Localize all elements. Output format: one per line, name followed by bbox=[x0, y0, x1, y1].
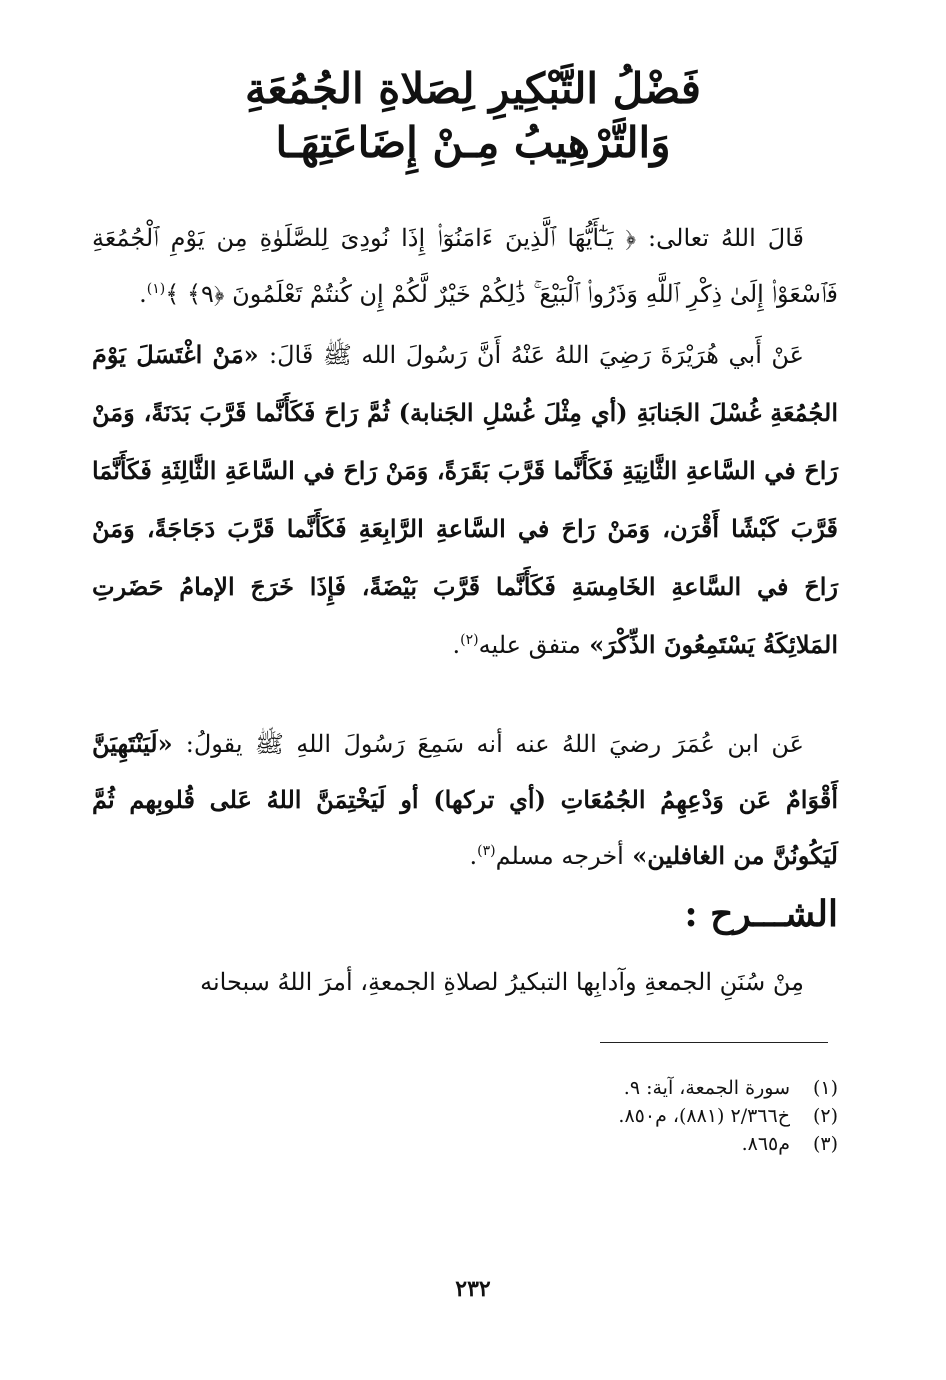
footnote-ref-1: (١) bbox=[146, 281, 166, 297]
hadith-1-text: «مَنْ اغْتَسَلَ يَوْمَ الجُمُعَةِ غُسْلَ الجَنابَةِ (أي مِثْلَ غُسْلِ الجَنابة) ثُمَّ رَاحَ فَكَأَنَّما قَرَّبَ بَدَنَةً، وَمَنْ رَاحَ في السَّاعةِ الثَّانِيَةِ فَكَأَنَّما قَرَّبَ بَقَرَةً، وَمَنْ رَاحَ في السَّاعَةِ الثَّالِثَةِ فَكَأَنَّمَا قَرَّبَ كَبْشًا أَقْرَن، وَمَنْ رَاحَ في السَّاعةِ الرَّابِعَةِ فَكَأَنَّما قَرَّبَ دَجَاجَةً، وَمَنْ رَاحَ في السَّاعةِ الخَامِسَةِ فَكَأَنَّما قَرَّبَ بَيْضَةً، فَإِذَا خَرَجَ الإمامُ حَضَرتِ المَلائِكَةُ يَسْتَمِعُونَ الذِّكْرَ» bbox=[92, 340, 838, 659]
footnote-divider bbox=[600, 1042, 828, 1043]
hadith-2-intro: عَن ابن عُمَرَ رضيَ اللهُ عنه أنه سَمِعَ رَسُولَ اللهِ ﷺ يقولُ: bbox=[185, 730, 804, 758]
hadith-ibn-umar-paragraph bbox=[92, 716, 838, 884]
footnote-item bbox=[318, 1074, 838, 1102]
footnote-number: (١) bbox=[812, 1077, 838, 1099]
hadith-1-source: متفق عليه bbox=[478, 631, 581, 659]
quran-verse-text: قَالَ اللهُ تعالى: ﴿ يَـٰٓأَيُّهَا ٱلَّذِينَ ءَامَنُوٓا۟ إِذَا نُودِىَ لِلصَّلَوٰةِ مِن يَوْمِ ٱلْجُمُعَةِ فَٱسْعَوْا۟ إِلَىٰ ذِكْرِ ٱللَّهِ وَذَرُوا۟ ٱلْبَيْعَ ۚ ذَٰلِكُمْ خَيْرٌ لَّكُمْ إِن كُنتُمْ تَعْلَمُونَ ﴿٩﴾ ﴾ bbox=[92, 224, 838, 308]
footnotes bbox=[318, 1074, 838, 1158]
footnote-number: (٣) bbox=[812, 1133, 838, 1155]
footnote-ref-2: (٢) bbox=[460, 632, 479, 648]
page-number: ٢٣٢ bbox=[455, 1276, 491, 1302]
footnote-ref-3: (٣) bbox=[477, 843, 496, 859]
hadith-2-end-mark: . bbox=[469, 842, 478, 870]
hadith-2-text: «لَيَنْتَهِيَنَّ أَقْوَامٌ عَن وَدْعِهِمُ الجُمُعَاتِ (أي تركها) أو لَيَخْتِمَنَّ اللهُ عَلى قُلوبِهم ثُمَّ لَيَكُونُنَّ من الغافلين» bbox=[92, 729, 838, 870]
footnote-text: خ٢/٣٦٦ (٨٨١)، م٨٥٠. bbox=[618, 1105, 790, 1127]
sharh-text bbox=[92, 954, 838, 1010]
hadith-2-source: أخرجه مسلم bbox=[495, 842, 624, 870]
footnote-text: سورة الجمعة، آية: ٩. bbox=[623, 1077, 790, 1099]
footnote-number: (٢) bbox=[812, 1105, 838, 1127]
hadith-abu-hurayra-paragraph bbox=[92, 326, 838, 674]
chapter-title-line-1: فَضْلُ التَّبْكِيرِ لِصَلاةِ الجُمُعَةِ bbox=[245, 64, 701, 113]
footnote-text: م٨٦٥. bbox=[741, 1133, 790, 1155]
quran-verse-paragraph bbox=[92, 210, 838, 322]
sharh-heading: الشـــرح : bbox=[684, 893, 838, 935]
footnote-item bbox=[318, 1130, 838, 1158]
sharh-text-line: مِنْ سُنَنِ الجمعةِ وآدابِها التبكيرُ لصلاةِ الجمعةِ، أمرَ اللهُ سبحانه bbox=[200, 968, 804, 996]
hadith-1-intro: عَنْ أَبي هُرَيْرَةَ رَضِيَ اللهُ عَنْهُ أَنَّ رَسُولَ الله ﷺ قَالَ: bbox=[268, 341, 805, 369]
verse-end-mark: . bbox=[139, 280, 147, 308]
chapter-title-line-2: وَالتَّرْهِيبُ مِـنْ إِضَاعَتِهَـا bbox=[275, 118, 671, 167]
footnote-item bbox=[318, 1102, 838, 1130]
hadith-1-end-mark: . bbox=[452, 631, 461, 659]
